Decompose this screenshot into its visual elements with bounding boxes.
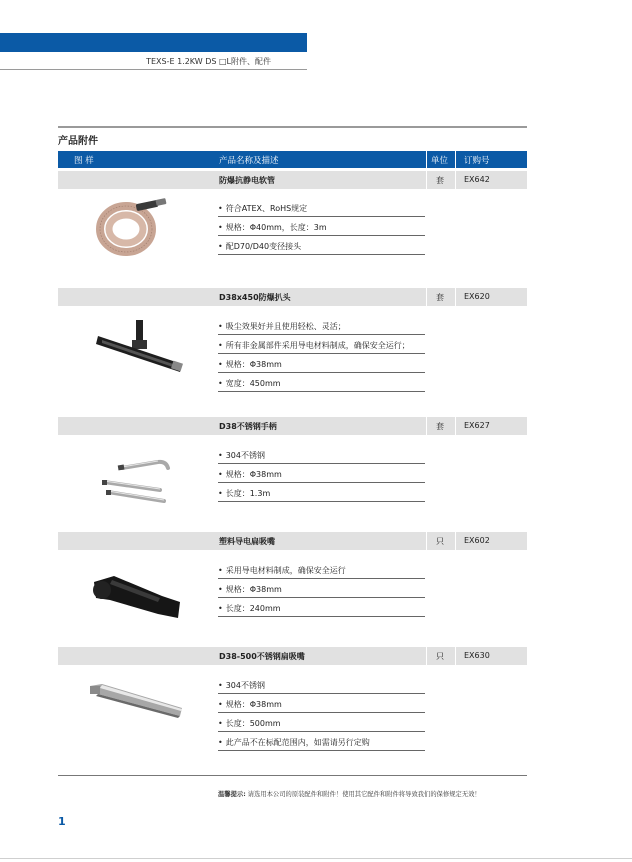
product-unit: 套 [436, 422, 444, 431]
spec-item: • 规格：Φ40mm，长度：3m [218, 217, 425, 236]
product-row-header [58, 647, 527, 665]
spec-item: • 采用导电材料制成，确保安全运行 [218, 560, 425, 579]
product-name: D38不锈钢手柄 [219, 422, 277, 431]
header-separator [455, 151, 456, 168]
column-separator [455, 647, 456, 665]
product-name: 防爆抗静电软管 [219, 176, 275, 185]
column-separator [426, 417, 427, 435]
section-title: 产品附件 [58, 136, 98, 147]
warranty-notice [218, 789, 481, 798]
spec-item: • 配D70/D40变径接头 [218, 236, 425, 255]
spec-item: • 此产品不在标配范围内，如需请另行定购 [218, 732, 425, 751]
product-code: EX642 [464, 175, 490, 184]
spec-item: • 长度：1.3m [218, 483, 425, 502]
header-unit: 单位 [431, 156, 449, 166]
notice-label: 温馨提示: [218, 791, 246, 798]
column-separator [455, 417, 456, 435]
product-code: EX602 [464, 536, 490, 545]
column-separator [426, 532, 427, 550]
title-divider [0, 69, 307, 70]
spec-item: • 304不锈钢 [218, 445, 425, 464]
product-unit: 套 [436, 293, 444, 302]
column-separator [455, 532, 456, 550]
table-header [58, 151, 527, 168]
header-separator [426, 151, 427, 168]
notice-text: 请选用本公司的原装配件和附件！使用其它配件和附件将导致我们的保修规定无效！ [247, 791, 481, 798]
spec-item: • 长度：500mm [218, 713, 425, 732]
page-number: 1 [58, 815, 66, 828]
section-divider [58, 126, 527, 128]
floor-tool-icon [96, 318, 186, 378]
bottom-divider [58, 775, 527, 776]
column-separator [426, 647, 427, 665]
column-separator [455, 171, 456, 189]
header-name: 产品名称及描述 [219, 156, 279, 166]
product-unit: 只 [436, 537, 444, 546]
product-code: EX627 [464, 421, 490, 430]
document-title: TEXS-E 1.2KW DS □L附件、配件 [146, 57, 271, 66]
spec-item: • 符合ATEX、RoHS规定 [218, 198, 425, 217]
hose-icon [96, 196, 168, 258]
spec-item: • 304不锈钢 [218, 675, 425, 694]
spec-item: • 规格：Φ38mm [218, 579, 425, 598]
footer-divider [0, 858, 632, 859]
spec-item: • 规格：Φ38mm [218, 694, 425, 713]
column-separator [455, 288, 456, 306]
column-separator [426, 171, 427, 189]
product-row-header [58, 417, 527, 435]
product-row-header [58, 288, 527, 306]
product-name: D38-500不锈钢扁吸嘴 [219, 652, 305, 661]
product-name: D38x450防爆扒头 [219, 293, 291, 302]
wand-tubes-icon [100, 454, 176, 504]
product-row-header [58, 171, 527, 189]
steel-nozzle-icon [88, 680, 186, 720]
spec-item: • 规格：Φ38mm [218, 464, 425, 483]
product-unit: 套 [436, 176, 444, 185]
spec-item: • 吸尘效果好并且使用轻松、灵活； [218, 316, 425, 335]
product-name: 塑料导电扁吸嘴 [219, 537, 275, 546]
column-separator [426, 288, 427, 306]
spec-item: • 所有非金属部件采用导电材料制成，确保安全运行； [218, 335, 425, 354]
product-code: EX620 [464, 292, 490, 301]
header-image: 图 样 [74, 156, 94, 166]
product-code: EX630 [464, 651, 490, 660]
product-row-header [58, 532, 527, 550]
header-accent-bar [0, 33, 307, 52]
product-unit: 只 [436, 652, 444, 661]
spec-item: • 规格：Φ38mm [218, 354, 425, 373]
spec-item: • 宽度：450mm [218, 373, 425, 392]
plastic-nozzle-icon [92, 572, 184, 622]
spec-item: • 长度：240mm [218, 598, 425, 617]
header-code: 订购号 [464, 156, 490, 166]
